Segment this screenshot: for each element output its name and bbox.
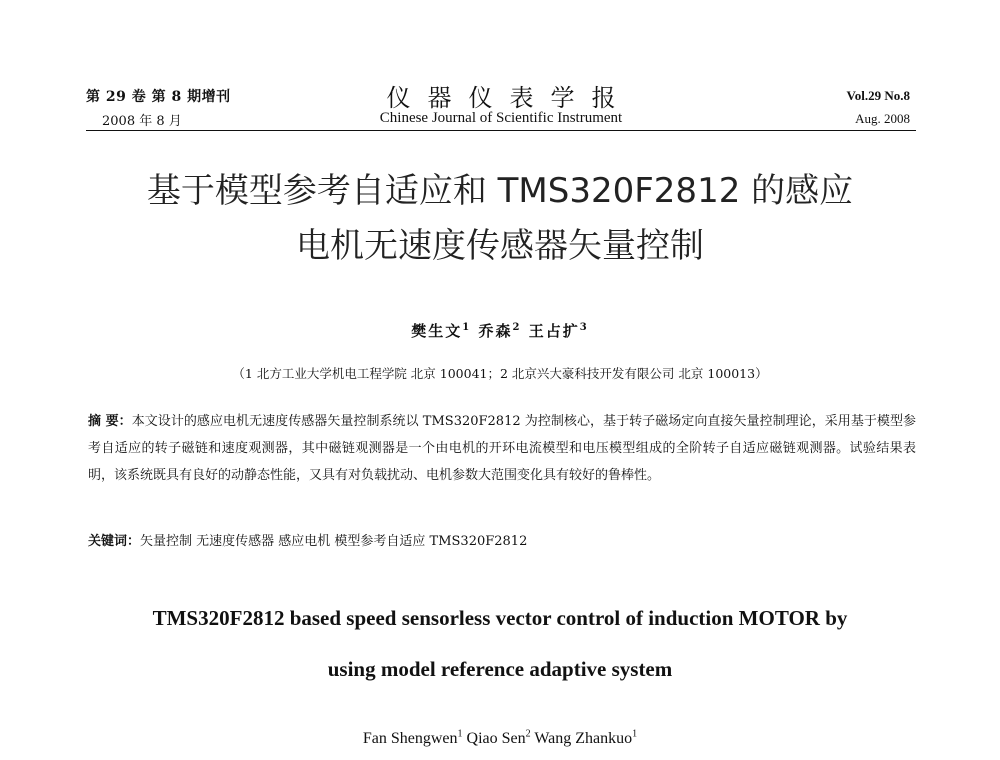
date-cn: 2008 年 8 月: [102, 114, 182, 129]
keywords: [88, 530, 916, 549]
title-cn-line2: 电机无速度传感器矢量控制: [296, 226, 704, 266]
title-en-line2: using model reference adaptive system: [327, 657, 673, 681]
journal-name-en: Chinese Journal of Scientific Instrument: [379, 110, 623, 126]
author-cn-3: 王占扩: [528, 322, 580, 340]
author-en-1-aff: 1: [457, 728, 463, 740]
title-en-line1: TMS320F2812 based speed sensorless vector control of induction MOTOR by: [152, 606, 848, 630]
keywords-label: 关键词：: [88, 534, 141, 549]
keywords-text: 矢量控制 无速度传感器 感应电机 模型参考自适应 TMS320F2812: [140, 534, 528, 549]
authors-cn: [0, 320, 1000, 341]
volume-issue-en: Vol.29 No.8: [846, 88, 910, 103]
author-cn-2-aff: 2: [512, 322, 522, 333]
date-en: Aug. 2008: [855, 111, 910, 126]
author-en-3: Wang Zhankuo: [534, 730, 633, 747]
affiliation-cn: （1 北方工业大学机电工程学院 北京 100041；2 北京兴大豪科技开发有限公司 北京 100013）: [232, 366, 768, 381]
abstract-label: 摘 要：: [88, 414, 132, 429]
journal-name-cn: 仪器仪表学报: [386, 84, 633, 112]
authors-en: [0, 730, 1000, 748]
volume-issue-cn: 第 29 卷 第 8 期增刊: [86, 89, 231, 105]
author-en-2-aff: 2: [525, 728, 531, 740]
author-en-1: Fan Shengwen: [362, 730, 458, 747]
journal-header: [86, 84, 916, 131]
author-cn-1-aff: 1: [462, 322, 472, 333]
author-en-2: Qiao Sen: [466, 730, 526, 747]
abstract: [88, 408, 916, 489]
title-cn-line1: 基于模型参考自适应和 TMS320F2812 的感应: [146, 171, 854, 211]
author-en-3-aff: 1: [632, 728, 638, 740]
author-cn-3-aff: 3: [579, 322, 589, 333]
abstract-text: 本文设计的感应电机无速度传感器矢量控制系统以 TMS320F2812 为控制核心，基于转子磁场定向直接矢量控制理论，采用基于模型参考自适应的转子磁链和速度观测器，其中磁链观测器是一个由电机的开环电流模型和电压模型组成的全阶转子自适应磁链观测器。试验结果表明，该系统既具有良好的动静态性能，又具有对负载扰动、电机参数大范围变化具有较好的鲁棒性。: [88, 414, 916, 483]
author-cn-2: 乔森: [478, 322, 513, 340]
author-cn-1: 樊生文: [411, 322, 463, 340]
